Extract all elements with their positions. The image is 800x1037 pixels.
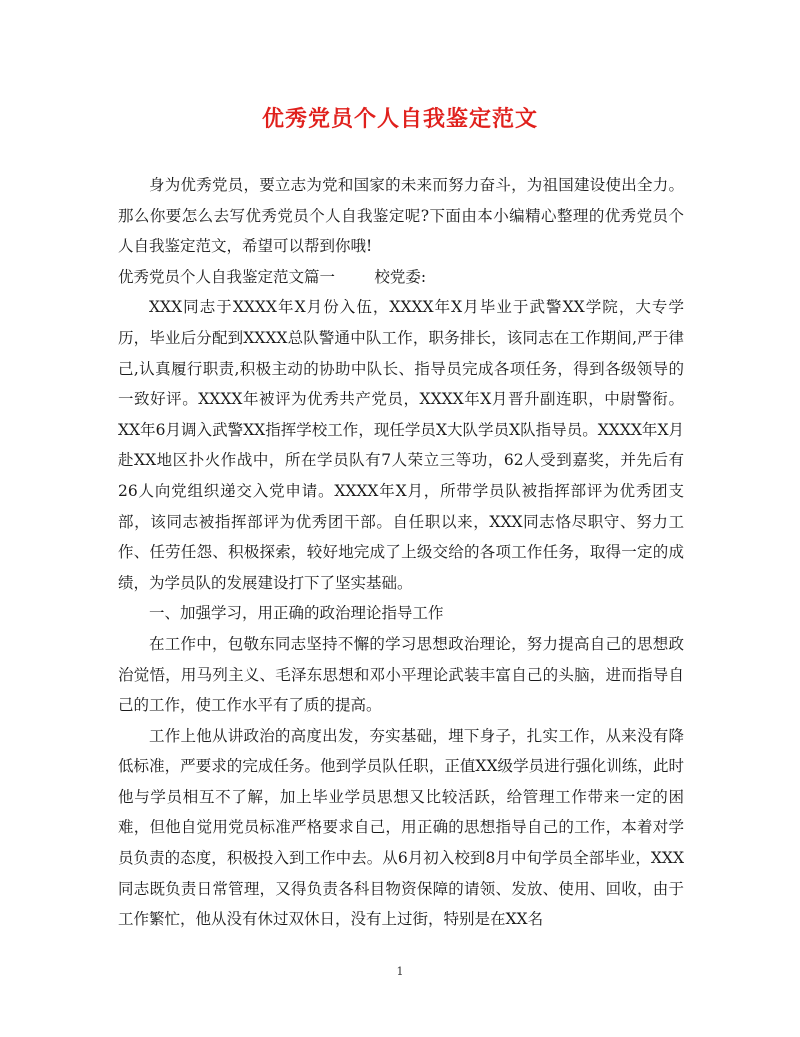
paragraph-1: XXX同志于XXXX年X月份入伍，XXXX年X月毕业于武警XX学院，大专学历，毕业后分配到XXXX总队警通中队工作，职务排长，该同志在工作期间,严于律己,认真履行职责,积极主动的协助中队长、指导员完成各项任务，得到各级领导的一致好评。XXXX年被评为优秀共产党员，XXXX年X月晋升副连职，中尉警衔。XX年6月调入武警XX指挥学校工作，现任学员X大队学员X队指导员。XXXX年X月赴XX地区扑火作战中，所在学员队有7人荣立三等功，62人受到嘉奖，并先后有26人向党组织递交入党申请。XXXX年X月，所带学员队被指挥部评为优秀团支部，该同志被指挥部评为优秀团干部。自任职以来，XXX同志恪尽职守、努力工作、任劳任怨、积极探索，较好地完成了上级交给的各项工作任务，取得一定的成绩，为学员队的发展建设打下了坚实基础。 (118, 298, 684, 592)
section-header: 优秀党员个人自我鉴定范文篇一 校党委: (118, 267, 427, 286)
paragraph-2: 在工作中，包敬东同志坚持不懈的学习思想政治理论，努力提高自己的思想政治觉悟，用马列主义、毛泽东思想和邓小平理论武装丰富自己的头脑，进而指导自己的工作，使工作水平有了质的提高。 (118, 634, 684, 715)
paragraph-3: 工作上他从讲政治的高度出发，夯实基础，埋下身子，扎实工作，从来没有降低标准，严要求的完成任务。他到学员队任职，正值XX级学员进行强化训练，此时他与学员相互不了解，加上毕业学员思想又比较活跃，给管理工作带来一定的困难，但他自觉用党员标准严格要求自己，用正确的思想指导自己的工作，本着对学员负责的态度，积极投入到工作中去。从6月初入校到8月中旬学员全部毕业，XXX同志既负责日常管理，又得负责各科目物资保障的请领、发放、使用、回收，由于工作繁忙，他从没有休过双休日，没有上过街，特别是在XX名 (118, 726, 684, 929)
page-title: 优秀党员个人自我鉴定范文 (261, 106, 538, 132)
subheading-1: 一、加强学习，用正确的政治理论指导工作 (149, 604, 444, 623)
document-body (118, 170, 684, 935)
page-number: 1 (396, 965, 404, 978)
intro-paragraph: 身为优秀党员，要立志为党和国家的未来而努力奋斗，为祖国建设使出全力。那么你要怎么去写优秀党员个人自我鉴定呢?下面由本小编精心整理的优秀党员个人自我鉴定范文，希望可以帮到你哦! (118, 176, 684, 256)
